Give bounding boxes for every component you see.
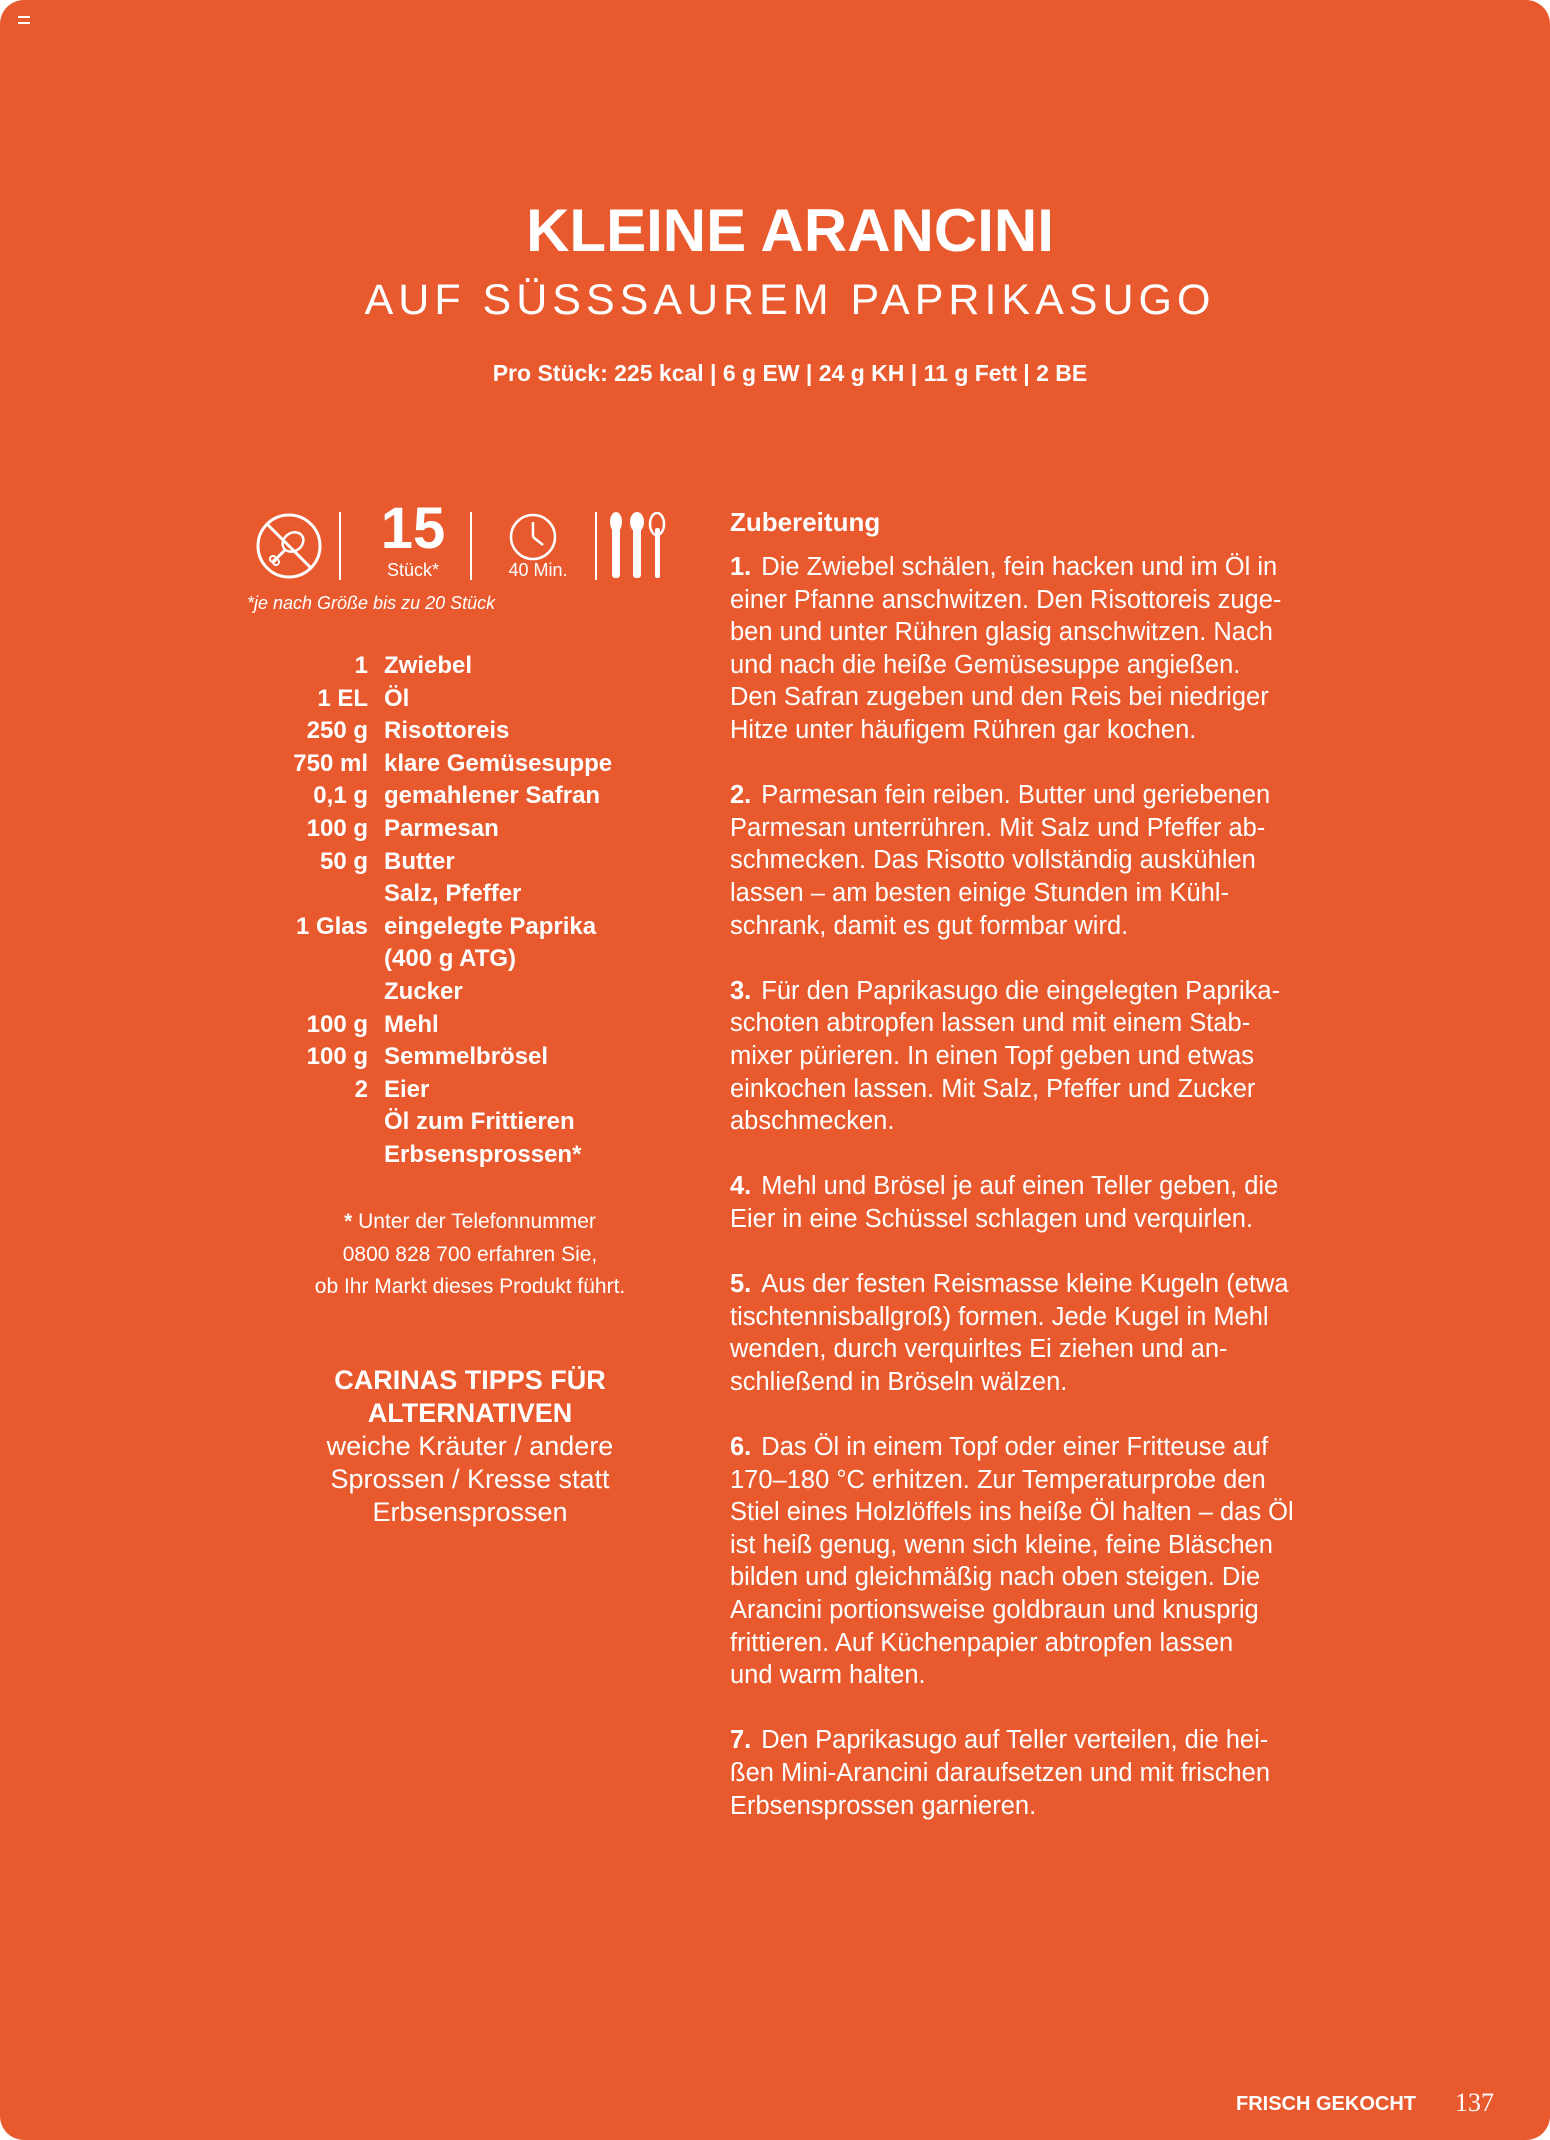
step-line: 170–180 °C erhitzen. Zur Temperaturprobe den (730, 1465, 1266, 1494)
ingredient-item (255, 1041, 675, 1074)
preparation-step (730, 1431, 1350, 1692)
recipe-subtitle: AUF SÜSSSAUREM PAPRIKASUGO (364, 276, 1216, 324)
footnote-line: Unter der Telefonnummer (358, 1210, 596, 1233)
section-label: FRISCH GEKOCHT (1236, 2093, 1416, 2115)
ingredient-amount: 1 (354, 652, 368, 679)
step-text: Das Öl in einem Topf oder einer Fritteuse auf (761, 1433, 1269, 1462)
step-line (730, 1170, 1350, 1203)
step-line: Stiel eines Holzlöffels ins heiße Öl halten – das Öl (730, 1498, 1294, 1527)
tips-heading-line: CARINAS TIPPS FÜR (334, 1365, 606, 1395)
step-line (730, 1724, 1350, 1757)
preparation-step (730, 779, 1350, 942)
page-number: 137 (1455, 2088, 1494, 2117)
step-line: lassen – am besten einige Stunden im Kühl- (730, 878, 1229, 907)
step-line: schoten abtropfen lassen und mit einem Stab- (730, 1009, 1251, 1038)
ingredient-item (255, 943, 675, 976)
step-line: Erbsensprossen garnieren. (730, 1791, 1037, 1820)
ingredient-amount: 100 g (306, 1043, 368, 1071)
step-line: schmecken. Das Risotto vollständig auskühlen (730, 846, 1256, 875)
step-line: ben und unter Rühren glasig anschwitzen. Nach (730, 618, 1273, 647)
preparation-step (730, 975, 1350, 1138)
no-meat-icon (255, 512, 323, 580)
menu-icon[interactable] (18, 16, 30, 24)
step-line (730, 551, 1350, 584)
step-text: Für den Paprikasugo die eingelegten Paprika- (761, 976, 1281, 1005)
ingredient-item (255, 748, 675, 781)
ingredient-name: Zwiebel (384, 652, 473, 679)
ingredient-item (255, 1139, 675, 1172)
ingredient-name: (400 g ATG) (384, 945, 517, 973)
preparation-step (730, 1170, 1350, 1235)
ingredient-item (255, 1074, 675, 1107)
step-line: Hitze unter häufigem Rühren gar kochen. (730, 715, 1197, 744)
step-number: 5. (730, 1270, 752, 1299)
step-line: bilden und gleichmäßig nach oben steigen. Die (730, 1563, 1261, 1592)
ingredient-item (255, 1009, 675, 1042)
step-line (730, 1431, 1350, 1464)
ingredient-amount (255, 1139, 368, 1172)
step-line: Den Safran zugeben und den Reis bei niedriger (730, 683, 1269, 712)
ingredient-name: Butter (384, 847, 455, 875)
ingredient-item (255, 650, 675, 683)
ingredient-amount (255, 943, 368, 976)
ingredient-name: Mehl (384, 1010, 439, 1038)
ingredient-item (255, 1106, 675, 1139)
ingredient-name: klare Gemüsesuppe (384, 749, 613, 777)
ingredient-item (255, 683, 675, 716)
divider (595, 512, 597, 580)
preparation-steps (730, 551, 1350, 1822)
ingredient-amount: 250 g (306, 717, 368, 745)
step-line: ßen Mini-Arancini daraufsetzen und mit frischen (730, 1758, 1270, 1787)
step-line: ist heiß genug, wenn sich kleine, feine Bläschen (730, 1530, 1273, 1559)
step-line: schrank, damit es gut formbar wird. (730, 911, 1129, 940)
preparation-section (730, 505, 1350, 1855)
preparation-step (730, 551, 1350, 747)
divider (339, 512, 341, 580)
tips-heading (270, 1364, 670, 1430)
tips-heading-line: ALTERNATIVEN (367, 1398, 573, 1428)
step-line: und nach die heiße Gemüsesuppe angießen. (730, 650, 1241, 679)
ingredient-name: Erbsensprossen* (384, 1140, 582, 1168)
ingredient-item (255, 878, 675, 911)
ingredient-name: Eier (384, 1075, 430, 1103)
step-number: 6. (730, 1433, 752, 1462)
ingredient-item (255, 976, 675, 1009)
step-line: wenden, durch verquirltes Ei ziehen und an- (730, 1335, 1228, 1364)
cutlery-icon (607, 512, 677, 580)
serving-count: 15 (380, 496, 446, 561)
ingredient-amount: 0,1 g (313, 782, 368, 810)
footnote-line: 0800 828 700 erfahren Sie, (342, 1242, 598, 1266)
ingredient-amount: 100 g (306, 1010, 368, 1038)
ingredient-name: gemahlener Safran (384, 782, 601, 810)
clock-icon (508, 512, 558, 562)
step-text: Mehl und Brösel je auf einen Teller geben, die (761, 1172, 1279, 1201)
footnote-line: ob Ihr Markt dieses Produkt führt. (314, 1275, 626, 1298)
tips-line: Sprossen / Kresse statt (330, 1464, 610, 1494)
prep-time: 40 Min. (508, 560, 568, 580)
ingredient-list (255, 650, 675, 1172)
serving-unit: Stück* (386, 560, 440, 580)
step-line: schließend in Bröseln wälzen. (730, 1367, 1068, 1396)
ingredient-amount (255, 976, 368, 1009)
preparation-heading: Zubereitung (730, 507, 881, 537)
step-line: Arancini portionsweise goldbraun und knusprig (730, 1596, 1259, 1624)
preparation-step (730, 1724, 1350, 1822)
tips-line: Erbsensprossen (372, 1497, 568, 1527)
ingredient-item (255, 813, 675, 846)
step-line: Parmesan unterrühren. Mit Salz und Pfeffer ab- (730, 813, 1266, 842)
ingredient-amount: 1 Glas (295, 912, 368, 940)
step-line: mixer pürieren. In einen Topf geben und etwas (730, 1041, 1255, 1070)
step-line: tischtennisballgroß) formen. Jede Kugel in Mehl (730, 1302, 1269, 1331)
ingredient-name: Parmesan (384, 814, 499, 842)
step-number: 2. (730, 781, 752, 810)
step-line: frittieren. Auf Küchenpapier abtropfen lassen (730, 1628, 1234, 1657)
ingredient-amount: 750 ml (293, 749, 368, 777)
step-number: 7. (730, 1726, 752, 1755)
ingredient-item (255, 715, 675, 748)
ingredient-amount: 1 EL (317, 684, 368, 712)
ingredient-item (255, 911, 675, 944)
step-line: abschmecken. (730, 1107, 895, 1136)
nutrition-info: Pro Stück: 225 kcal | 6 g EW | 24 g KH | 11 g Fett | 2 BE (492, 360, 1088, 386)
ingredient-amount: 50 g (319, 847, 368, 875)
ingredient-name: eingelegte Paprika (384, 912, 597, 940)
ingredient-item (255, 780, 675, 813)
ingredient-amount (255, 1106, 368, 1139)
recipe-info-row (255, 496, 685, 586)
ingredient-item (255, 846, 675, 879)
ingredient-amount: 100 g (306, 814, 368, 842)
ingredient-name: Salz, Pfeffer (384, 880, 522, 908)
ingredient-name: Semmelbrösel (384, 1043, 549, 1071)
step-line (730, 975, 1350, 1008)
step-text: Den Paprikasugo auf Teller verteilen, die hei- (761, 1726, 1269, 1755)
step-number: 3. (730, 976, 752, 1005)
step-number: 1. (730, 553, 752, 581)
divider (470, 512, 472, 580)
ingredient-name: Öl zum Frittieren (384, 1108, 575, 1136)
tips-text (270, 1430, 670, 1529)
recipe-title: KLEINE ARANCINI (526, 197, 1054, 264)
step-number: 4. (730, 1172, 752, 1201)
step-line: und warm halten. (730, 1661, 926, 1690)
step-line: einer Pfanne anschwitzen. Den Risottoreis zuge- (730, 585, 1282, 614)
step-text: Die Zwiebel schälen, fein hacken und im Öl in (761, 553, 1278, 581)
serving-note: *je nach Größe bis zu 20 Stück (247, 593, 496, 613)
step-line: Eier in eine Schüssel schlagen und verquirlen. (730, 1204, 1254, 1233)
ingredient-amount (255, 878, 368, 911)
ingredient-name: Risottoreis (384, 717, 510, 745)
ingredient-name: Öl (384, 684, 410, 712)
footnote-star: * (344, 1210, 353, 1233)
step-text: Parmesan fein reiben. Butter und geriebenen (761, 781, 1271, 810)
preparation-step (730, 1268, 1350, 1398)
tips-line: weiche Kräuter / andere (326, 1431, 614, 1461)
step-line: einkochen lassen. Mit Salz, Pfeffer und Zucker (730, 1074, 1256, 1103)
footnote (270, 1206, 670, 1304)
step-text: Aus der festen Reismasse kleine Kugeln (etwa (761, 1270, 1289, 1299)
ingredient-amount: 2 (354, 1075, 368, 1103)
step-line (730, 1268, 1350, 1301)
step-line (730, 779, 1350, 812)
ingredient-name: Zucker (384, 977, 463, 1005)
